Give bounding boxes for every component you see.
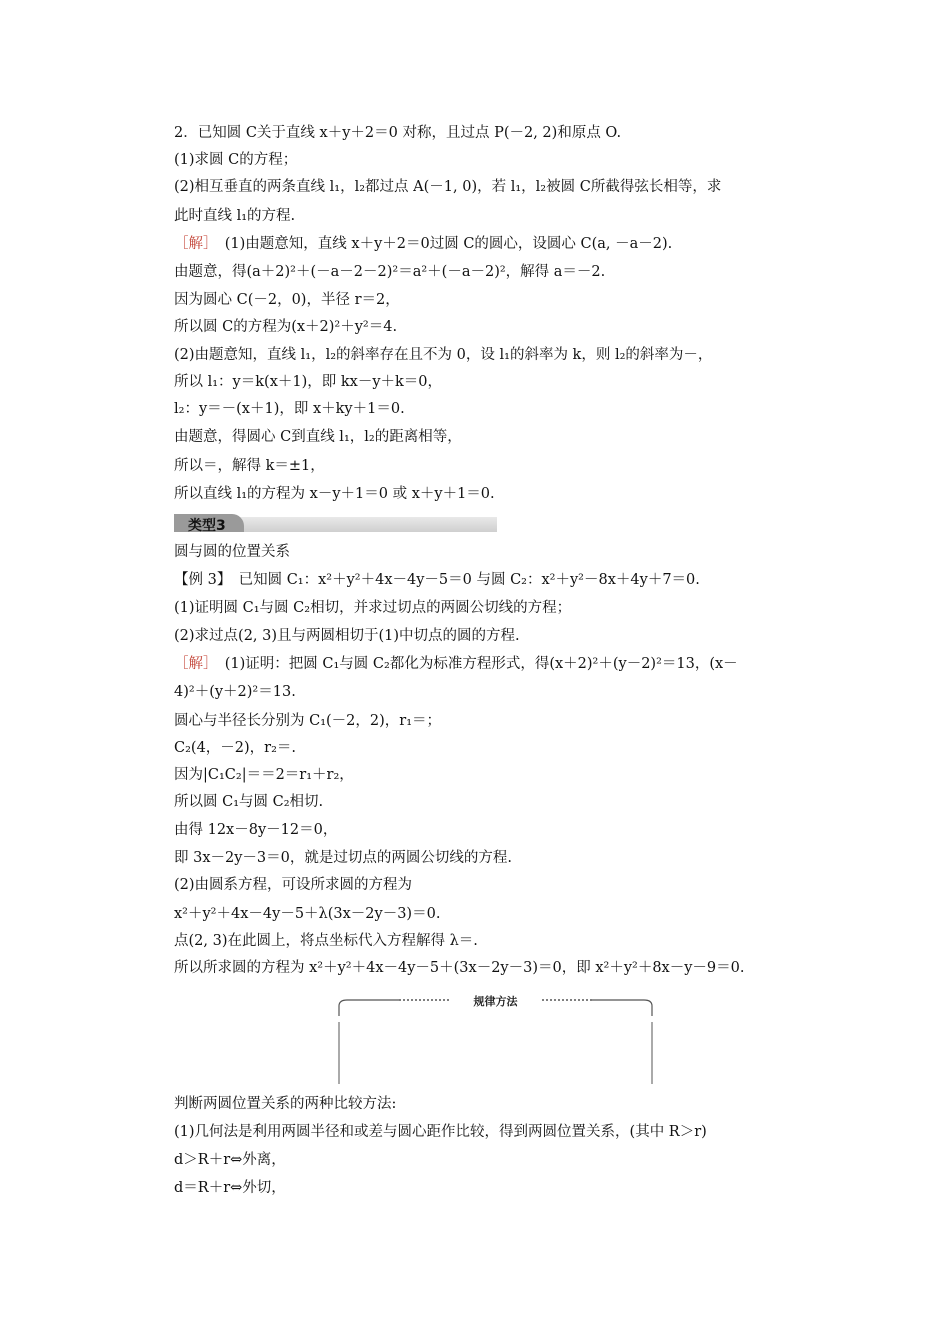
solution-3-line: 即 3x－2y－3＝0，就是过切点的两圆公切线的方程. — [174, 850, 512, 866]
example-label: 【例 3】 — [174, 572, 225, 588]
solution-3-line: 所以所求圆的方程为 x²＋y²＋4x－4y－5＋(3x－2y－3)＝0，即 x²＋y²＋8x－y－9＝0. — [174, 960, 745, 976]
problem-2-part-2-cont: 此时直线 l₁的方程. — [174, 208, 296, 224]
solution-2-line: 所以＝，解得 k＝±1， — [174, 458, 325, 474]
solution-2-line: 由题意，得(a＋2)²＋(－a－2－2)²＝a²＋(－a－2)²，解得 a＝－2. — [174, 264, 606, 280]
example-3-stem: 【例 3】 已知圆 C₁：x²＋y²＋4x－4y－5＝0 与圆 C₂：x²＋y²－8x＋4y＋7＝0. — [174, 572, 700, 588]
solution-3-line: 点(2, 3)在此圆上，将点坐标代入方程解得 λ＝. — [174, 933, 478, 949]
solution-2-line: 所以 l₁：y＝k(x＋1)，即 kx－y＋k＝0， — [174, 374, 443, 390]
example-3-part-2: (2)求过点(2, 3)且与两圆相切于(1)中切点的圆的方程. — [174, 628, 520, 644]
method-line: 判断两圆位置关系的两种比较方法: — [174, 1096, 397, 1112]
solution-2-line: (2)由题意知，直线 l₁，l₂的斜率存在且不为 0，设 l₁的斜率为 k，则 l₂的斜率为－， — [174, 347, 713, 363]
solution-3-line: C₂(4，－2)，r₂＝. — [174, 740, 297, 756]
solution-3-line: (2)由圆系方程，可设所求圆的方程为 — [174, 877, 413, 893]
solution-3-line: 4)²＋(y＋2)²＝13. — [174, 684, 296, 700]
solution-label: ［解］ — [174, 656, 211, 672]
section-title: 圆与圆的位置关系 — [174, 544, 290, 560]
solution-3-line: 因为|C₁C₂|＝＝2＝r₁＋r₂， — [174, 767, 354, 783]
method-box-frame — [337, 996, 654, 1086]
solution-2-line: ［解］ (1)由题意知，直线 x＋y＋2＝0过圆 C的圆心，设圆心 C(a, －a－2). — [174, 236, 673, 252]
method-line: (1)几何法是利用两圆半径和或差与圆心距作比较，得到两圆位置关系，(其中 R＞r) — [174, 1124, 707, 1140]
method-title: 规律方法 — [473, 995, 518, 1008]
solution-2-line: 所以直线 l₁的方程为 x－y＋1＝0 或 x＋y＋1＝0. — [174, 486, 495, 502]
solution-3-line: 圆心与半径长分别为 C₁(－2，2)，r₁＝； — [174, 713, 442, 729]
method-line: d＞R＋r⇔外离， — [174, 1152, 286, 1168]
problem-2-part-1: (1)求圆 C的方程； — [174, 152, 298, 168]
solution-3-line: 由得 12x－8y－12＝0， — [174, 822, 338, 838]
method-box — [337, 996, 654, 1086]
problem-2-part-2: (2)相互垂直的两条直线 l₁，l₂都过点 A(－1, 0)，若 l₁，l₂被圆 C所截得弦长相等，求 — [174, 179, 722, 195]
problem-2-stem: 2．已知圆 C关于直线 x＋y＋2＝0 对称，且过点 P(－2, 2)和原点 O. — [174, 125, 622, 141]
example-3-part-1: (1)证明圆 C₁与圆 C₂相切，并求过切点的两圆公切线的方程； — [174, 600, 572, 616]
solution-3-line: ［解］ (1)证明：把圆 C₁与圆 C₂都化为标准方程形式，得(x＋2)²＋(y－2)²＝13，(x－ — [174, 656, 738, 672]
solution-2-line: 因为圆心 C(－2，0)，半径 r＝2， — [174, 292, 400, 308]
solution-3-line: 所以圆 C₁与圆 C₂相切. — [174, 794, 324, 810]
solution-3-line: x²＋y²＋4x－4y－5＋λ(3x－2y－3)＝0. — [174, 906, 441, 922]
method-line: d＝R＋r⇔外切， — [174, 1180, 286, 1196]
type-3-banner: 类型3 — [174, 514, 497, 532]
solution-2-line: 由题意，得圆心 C到直线 l₁，l₂的距离相等， — [174, 429, 462, 445]
solution-2-line: 所以圆 C的方程为(x＋2)²＋y²＝4. — [174, 319, 398, 335]
solution-2-line: l₂：y＝－(x＋1)，即 x＋ky＋1＝0. — [174, 401, 405, 417]
solution-label: ［解］ — [174, 236, 211, 252]
